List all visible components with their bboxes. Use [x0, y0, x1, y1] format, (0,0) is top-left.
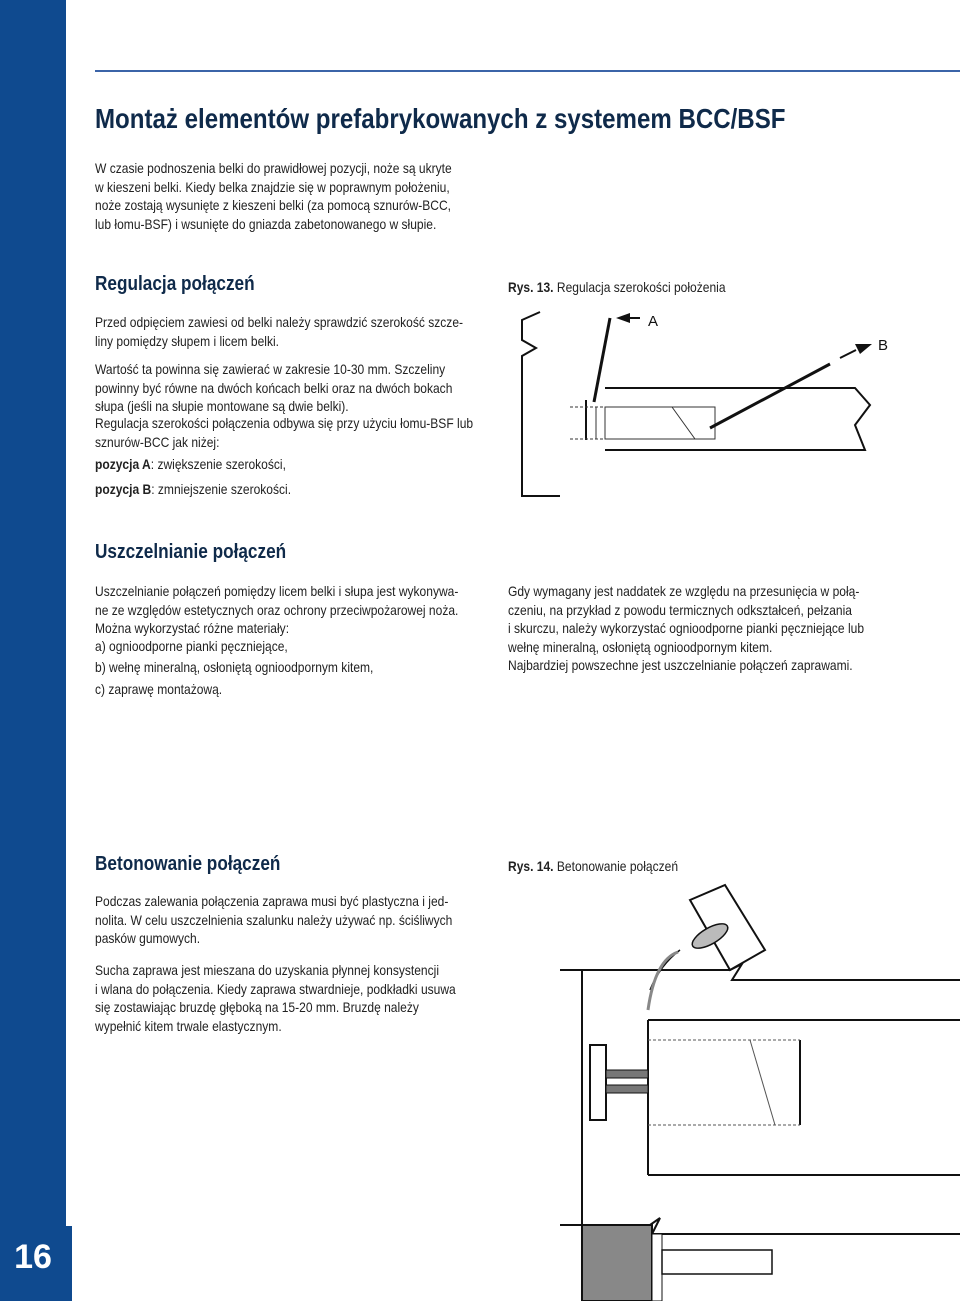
text-line: pasków gumowych. [95, 930, 201, 946]
sidebar-band [0, 0, 66, 1301]
figure-13-title: Regulacja szerokości położenia [556, 279, 726, 295]
beam-outline [648, 1020, 960, 1175]
text-line: Przed odpięciem zawiesi od belki należy sprawdzić szerokość szcze- [95, 314, 464, 330]
text-line: Wartość ta powinna się zawierać w zakresie 10-30 mm. Szczeliny [95, 361, 446, 377]
text-line: Regulacja szerokości połączenia odbywa się przy użyciu łomu-BSF lub [95, 415, 474, 431]
regulacja-paragraph-3 [95, 414, 473, 451]
crowbar-b [710, 364, 830, 428]
page-title: Montaż elementów prefabrykowanych z systemem BCC/BSF [95, 103, 786, 134]
text-line: Podczas zalewania połączenia zaprawa musi być plastyczna i jed- [95, 893, 449, 909]
text-line: sznurów-BCC jak niżej: [95, 433, 220, 450]
materials-list-item [95, 658, 373, 677]
column-outline [560, 964, 960, 1234]
section-heading-uszczelnianie: Uszczelnianie połączeń [95, 541, 287, 563]
pour-stream [648, 952, 678, 1010]
figure-14-title: Betonowanie połączeń [556, 858, 679, 874]
materials-list-item [95, 680, 222, 699]
arrow-b [840, 344, 872, 358]
text-line: ne ze względów estetycznych oraz ochrony przeciwpożarowej noża. [95, 601, 459, 618]
text-line: liny pomiędzy słupem i licem belki. [95, 332, 280, 349]
text-line: Można wykorzystać różne materiały: [95, 620, 290, 636]
text-line: i wlana do połączenia. Kiedy zaprawa stwardnieje, podkładki usuwa [95, 980, 456, 997]
text-line: wypełnić kitem trwale elastycznym. [95, 1017, 282, 1034]
label-a: A [648, 313, 659, 330]
header-rule [95, 70, 960, 72]
label-b: B [878, 337, 889, 354]
text-line: lub łomu-BSF) i wsunięte do gniazda zabetonowanego w słupie. [95, 215, 437, 232]
position-b-line [95, 480, 291, 499]
column-outline [522, 312, 560, 496]
regulacja-paragraph-1 [95, 313, 463, 350]
text-line: Najbardziej powszechne jest uszczelnianie połączeń zaprawami. [508, 657, 853, 673]
section-heading-betonowanie: Betonowanie połączeń [95, 853, 281, 875]
text-line: Sucha zaprawa jest mieszana do uzyskania płynnej konsystencji [95, 962, 439, 978]
uszczelnianie-left-paragraph [95, 582, 458, 638]
regulacja-paragraph-2 [95, 360, 452, 416]
position-b-label: pozycja B [95, 481, 152, 497]
text-line: b) wełnę mineralną, osłoniętą ognioodpornym kitem, [95, 659, 374, 675]
text-line: Uszczelnianie połączeń pomiędzy licem belki i słupa jest wykonywa- [95, 583, 459, 599]
figure-13-caption [508, 279, 726, 295]
betonowanie-paragraph-1 [95, 892, 452, 948]
text-line: a) ognioodporne pianki pęczniejące, [95, 638, 288, 654]
figure-14-drawing [560, 880, 960, 1301]
section-heading-regulacja: Regulacja połączeń [95, 273, 255, 295]
figure-14-caption [508, 858, 678, 874]
text-line: noże zostają wysunięte z kieszeni belki (za pomocą sznurów-BCC, [95, 197, 452, 213]
arrow-a [616, 313, 640, 323]
text-line: słupa (jeśli na słupie montowane są dwie belki). [95, 398, 349, 414]
crowbar-a [594, 318, 610, 402]
intro-paragraph [95, 159, 452, 233]
text-line: c) zaprawę montażową. [95, 681, 223, 697]
pocket-lines [648, 1040, 800, 1125]
pocket-lines [570, 407, 715, 439]
text-line: w kieszeni belki. Kiedy belka znajdzie się w poprawnym położeniu, [95, 178, 450, 195]
knife-assembly [590, 1045, 648, 1120]
materials-list-item [95, 637, 288, 656]
position-a-label: pozycja A [95, 456, 151, 472]
uszczelnianie-right-paragraph [508, 582, 864, 675]
text-line: i skurczu, należy wykorzystać ognioodporne pianki pęczniejące lub [508, 620, 865, 636]
figure-14-number: Rys. 14. [508, 858, 554, 874]
position-b-text: : zmniejszenie szerokości. [151, 481, 292, 497]
text-line: się zostawiając bruzdę głęboką na 15-20 mm. Bruzdę należy [95, 999, 419, 1015]
figure-13-drawing [500, 300, 940, 500]
text-line: W czasie podnoszenia belki do prawidłowej pozycji, noże są ukryte [95, 160, 452, 176]
text-line: wełnę mineralną, osłoniętą ognioodpornym kitem. [508, 638, 773, 655]
text-line: czeniu, na przykład z powodu termicznych odkształceń, pełzania [508, 601, 852, 618]
position-a-text: : zwiększenie szerokości, [150, 456, 286, 472]
text-line: Gdy wymagany jest naddatek ze względu na przesunięcia w połą- [508, 583, 860, 599]
text-line: powinny być równe na dwóch końcach belki oraz na dwóch bokach [95, 379, 453, 396]
bucket-icon [650, 885, 765, 990]
text-line: nolita. W celu uszczelnienia szalunku należy używać np. ściśliwych [95, 911, 453, 928]
position-a-line [95, 455, 286, 474]
lower-column [582, 1225, 772, 1301]
betonowanie-paragraph-2 [95, 961, 456, 1035]
page-number: 16 [14, 1238, 52, 1276]
figure-13-number: Rys. 13. [508, 279, 554, 295]
